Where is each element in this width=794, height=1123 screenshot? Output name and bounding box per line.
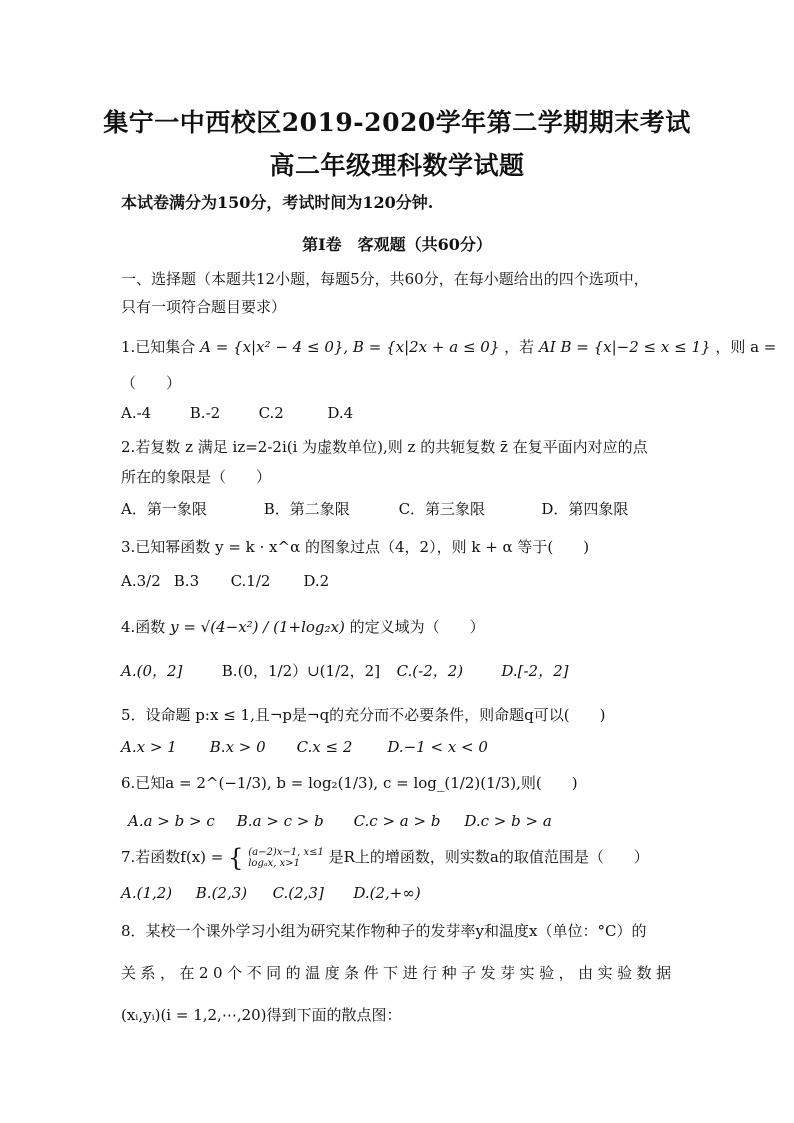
q7-option-d: D.(2,+∞) <box>353 884 421 902</box>
q7-text-start: 7.若函数f(x) = <box>121 848 224 866</box>
q1-intersection: AI B = {x|−2 ≤ x ≤ 1} <box>538 338 711 356</box>
q2-option-d: D．第四象限 <box>541 500 629 518</box>
q4-option-b: B.(0，1/2）∪(1/2，2] <box>221 662 381 680</box>
q7-brace: { <box>228 844 244 872</box>
q5-options <box>121 738 681 756</box>
q1-option-d: D.4 <box>327 404 354 422</box>
q1-end: ，则 a = <box>715 338 777 356</box>
q7-case-1: (a−2)x−1, x≤1 <box>248 847 324 858</box>
q1-option-b: B.-2 <box>189 404 221 422</box>
q4-option-c: C.(-2，2) <box>396 662 464 680</box>
q4-text-end: 的定义域为（ ） <box>349 618 485 636</box>
q2-option-b: B．第二象限 <box>263 500 350 518</box>
q7-case-2: logₐx, x>1 <box>248 858 300 869</box>
q6-option-c: C.c > a > b <box>353 812 441 830</box>
q6-option-d: D.c > b > a <box>464 812 552 830</box>
exam-subtitle: 高二年级理科数学试题 <box>269 151 525 180</box>
q6-options <box>128 812 688 830</box>
q4-option-a: A.(0，2] <box>121 662 183 680</box>
q7-text-end: 是R上的增函数，则实数a的取值范围是（ ） <box>328 848 649 866</box>
q2-option-c: C．第三象限 <box>398 500 486 518</box>
q1-option-c: C.2 <box>258 404 284 422</box>
q4-function: y = √(4−x²) / (1+log₂x) <box>170 618 345 636</box>
q5-option-d: D.−1 < x < 0 <box>387 738 488 756</box>
q8-line1: 8．某校一个课外学习小组为研究某作物种子的发芽率y和温度x（单位：°C）的 <box>121 922 647 940</box>
q5-option-a: A.x > 1 <box>121 738 177 756</box>
q4-options <box>121 660 681 681</box>
q5-option-b: B.x > 0 <box>209 738 266 756</box>
q6-option-a: A.a > b > c <box>128 812 215 830</box>
q3-option-b: B.3 <box>173 572 200 590</box>
q2-options <box>121 498 681 519</box>
q7-options <box>121 884 681 902</box>
q3-option-a: A.3/2 <box>121 572 161 590</box>
q2-line2: 所在的象限是（ ） <box>121 468 272 486</box>
q1-mid: ，若 <box>504 338 535 356</box>
q5-option-c: C.x ≤ 2 <box>296 738 353 756</box>
q1-text: 1.已知集合 <box>121 338 196 356</box>
q1-paren: （ ） <box>121 374 182 392</box>
q7-option-c: C.(2,3] <box>272 884 324 902</box>
instructions-line2: 只有一项符合题目要求） <box>121 298 287 316</box>
q8-line2: 关系，在20个不同的温度条件下进行种子发芽实验，由实验数据 <box>121 964 676 982</box>
q2-option-a: A．第一象限 <box>121 500 207 518</box>
question-4 <box>121 616 681 637</box>
exam-title: 集宁一中西校区2019-2020学年第二学期期末考试 <box>103 108 691 137</box>
q6-text: 6.已知a = 2^(−1/3), b = log₂(1/3), c = log_(1/2)(1/3),则( ) <box>121 774 578 792</box>
q1-sets: A = {x|x² − 4 ≤ 0}, B = {x|2x + a ≤ 0} <box>200 338 500 356</box>
q2-line1: 2.若复数 z 满足 iz=2-2i(i 为虚数单位),则 z 的共轭复数 z̄ 在复平面内对应的点 <box>121 438 648 456</box>
question-1 <box>121 336 777 357</box>
q1-options <box>121 404 681 422</box>
q3-option-c: C.1/2 <box>230 572 271 590</box>
q7-option-a: A.(1,2) <box>121 884 173 902</box>
section-title: 第Ⅰ卷 客观题（共60分） <box>302 235 492 254</box>
q3-options <box>121 572 681 590</box>
exam-intro: 本试卷满分为150分，考试时间为120分钟. <box>121 193 434 212</box>
q7-cases <box>248 847 324 869</box>
q5-text: 5．设命题 p:x ≤ 1,且¬p是¬q的充分而不必要条件，则命题q可以( ) <box>121 706 606 724</box>
instructions-line1: 一、选择题（本题共12小题，每题5分，共60分，在每小题给出的四个选项中， <box>121 270 649 288</box>
q8-line3: (xᵢ,yᵢ)(i = 1,2,⋯,20)得到下面的散点图： <box>121 1006 402 1024</box>
q4-text-start: 4.函数 <box>121 618 166 636</box>
q3-text: 3.已知幂函数 y = k · x^α 的图象过点（4，2），则 k + α 等于( ) <box>121 538 590 556</box>
q7-option-b: B.(2,3) <box>195 884 248 902</box>
q1-option-a: A.-4 <box>121 404 152 422</box>
question-7 <box>121 844 681 872</box>
q6-option-b: B.a > c > b <box>236 812 324 830</box>
q3-option-d: D.2 <box>303 572 330 590</box>
q4-option-d: D.[-2，2] <box>501 662 569 680</box>
